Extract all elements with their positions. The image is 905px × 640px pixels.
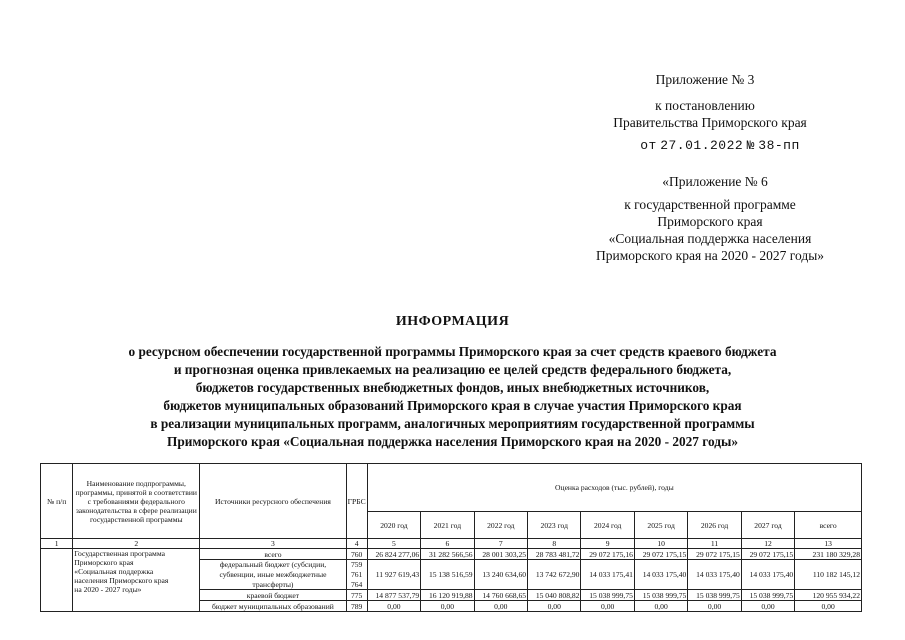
value-cell: 14 033 175,40 [688, 560, 741, 590]
number-prefix: № [746, 138, 755, 153]
annex-date-line [620, 136, 820, 154]
value-cell: 0,00 [421, 601, 474, 612]
value-cell: 0,00 [474, 601, 527, 612]
header-total: всего [795, 512, 862, 539]
annex-to-resolution: к постановлению [655, 98, 755, 113]
value-cell: 14 033 175,40 [634, 560, 687, 590]
header-year: 2021 год [421, 512, 474, 539]
value-cell: 14 877 537,79 [367, 590, 420, 601]
header-year: 2025 год [634, 512, 687, 539]
program-name [73, 549, 200, 612]
grbs-cell: 764 [346, 580, 367, 590]
index-cell: 2 [73, 539, 200, 549]
document-subtitle [40, 343, 865, 451]
value-cell: 16 120 919,88 [421, 590, 474, 601]
header-year: 2022 год [474, 512, 527, 539]
source-cell: субвенции, иные межбюджетные [200, 570, 346, 580]
value-cell: 26 824 277,06 [367, 549, 420, 560]
annex6-line-3: «Социальная поддержка населения [608, 231, 812, 246]
grbs-cell: 775 [346, 590, 367, 601]
header-num: № п/п [41, 464, 73, 539]
index-cell: 12 [741, 539, 794, 549]
header-year: 2020 год [367, 512, 420, 539]
value-cell: 15 038 999,75 [688, 590, 741, 601]
value-cell: 15 138 516,59 [421, 560, 474, 590]
header-source: Источники ресурсного обеспечения [200, 464, 346, 539]
value-cell: 11 927 619,43 [367, 560, 420, 590]
value-cell: 28 001 303,25 [474, 549, 527, 560]
header-year: 2027 год [741, 512, 794, 539]
annex6-line-2: Приморского края [657, 214, 763, 229]
index-cell: 10 [634, 539, 687, 549]
subtitle-line: в реализации муниципальных программ, аналогичных мероприятиям государственной программы [150, 416, 755, 431]
grbs-cell: 759 [346, 560, 367, 570]
value-cell: 0,00 [581, 601, 634, 612]
resolution-number: 38-пп [758, 138, 800, 153]
annex6-line-4: Приморского края на 2020 - 2027 годы» [595, 248, 825, 263]
resolution-date: 27.01.2022 [660, 138, 744, 153]
grbs-cell: 789 [346, 601, 367, 612]
subtitle-line: и прогнозная оценка привлекаемых на реализацию ее целей средств федерального бюджета, [173, 362, 732, 377]
program-name-line: «Социальная поддержка [74, 567, 154, 576]
value-cell: 15 038 999,75 [741, 590, 794, 601]
source-cell: трансферты) [200, 580, 346, 590]
value-cell: 15 038 999,75 [581, 590, 634, 601]
header-program-name: Наименование подпрограммы, программы, принятой в соответствии с требованиями федерального законодательства в сфере реализации государственной программы [73, 464, 200, 539]
value-total-cell: 110 182 145,12 [795, 560, 862, 590]
subtitle-line: бюджетов муниципальных образований Приморского края в случае участия Приморского края [163, 398, 742, 413]
value-cell: 14 760 668,65 [474, 590, 527, 601]
program-name-line: Приморского края [74, 558, 134, 567]
program-num [41, 549, 73, 612]
annex-number: Приложение № 3 [655, 72, 755, 87]
index-cell: 5 [367, 539, 420, 549]
value-cell: 29 072 175,15 [634, 549, 687, 560]
value-cell: 14 033 175,41 [581, 560, 634, 590]
index-cell: 7 [474, 539, 527, 549]
source-cell: федеральный бюджет (субсидии, [200, 560, 346, 570]
subtitle-line: Приморского края «Социальная поддержка населения Приморского края на 2020 - 2027 годы» [166, 434, 738, 449]
index-cell: 13 [795, 539, 862, 549]
header-year: 2023 год [528, 512, 581, 539]
value-cell: 0,00 [367, 601, 420, 612]
value-cell: 29 072 175,15 [688, 549, 741, 560]
value-cell: 29 072 175,16 [581, 549, 634, 560]
document-title: ИНФОРМАЦИЯ [395, 314, 510, 329]
value-cell: 0,00 [528, 601, 581, 612]
header-estimate: Оценка расходов (тыс. рублей), годы [367, 464, 861, 512]
program-name-line: населения Приморского края [74, 576, 169, 585]
index-cell: 1 [41, 539, 73, 549]
grbs-cell: 760 [346, 549, 367, 560]
index-cell: 9 [581, 539, 634, 549]
value-total-cell: 0,00 [795, 601, 862, 612]
date-prefix: от [640, 138, 657, 153]
annex6-block [560, 196, 860, 264]
index-cell: 3 [200, 539, 346, 549]
source-cell: всего [200, 549, 346, 560]
program-name-line: на 2020 - 2027 годы» [74, 585, 142, 594]
value-total-cell: 231 180 329,28 [795, 549, 862, 560]
index-cell: 6 [421, 539, 474, 549]
value-cell: 29 072 175,15 [741, 549, 794, 560]
value-total-cell: 120 955 934,22 [795, 590, 862, 601]
header-year: 2024 год [581, 512, 634, 539]
value-cell: 31 282 566,56 [421, 549, 474, 560]
value-cell: 0,00 [688, 601, 741, 612]
value-cell: 13 240 634,60 [474, 560, 527, 590]
value-cell: 13 742 672,90 [528, 560, 581, 590]
index-cell: 11 [688, 539, 741, 549]
annex6-title: «Приложение № 6 [662, 174, 768, 189]
header-grbs: ГРБС [346, 464, 367, 539]
index-cell: 4 [346, 539, 367, 549]
subtitle-line: бюджетов государственных внебюджетных фондов, иных внебюджетных источников, [195, 380, 710, 395]
header-year: 2026 год [688, 512, 741, 539]
value-cell: 15 040 808,82 [528, 590, 581, 601]
annex6-line-1: к государственной программе [624, 197, 796, 212]
value-cell: 15 038 999,75 [634, 590, 687, 601]
subtitle-line: о ресурсном обеспечении государственной программы Приморского края за счет средств краевого бюджета [128, 344, 777, 359]
value-cell: 28 783 481,72 [528, 549, 581, 560]
annex-government: Правительства Приморского края [613, 115, 807, 130]
value-cell: 14 033 175,40 [741, 560, 794, 590]
index-cell: 8 [528, 539, 581, 549]
source-cell: бюджет муниципальных образований [200, 601, 346, 612]
value-cell: 0,00 [741, 601, 794, 612]
source-cell: краевой бюджет [200, 590, 346, 601]
program-name-line: Государственная программа [74, 549, 165, 558]
grbs-cell: 761 [346, 570, 367, 580]
value-cell: 0,00 [634, 601, 687, 612]
resource-table [40, 463, 862, 612]
